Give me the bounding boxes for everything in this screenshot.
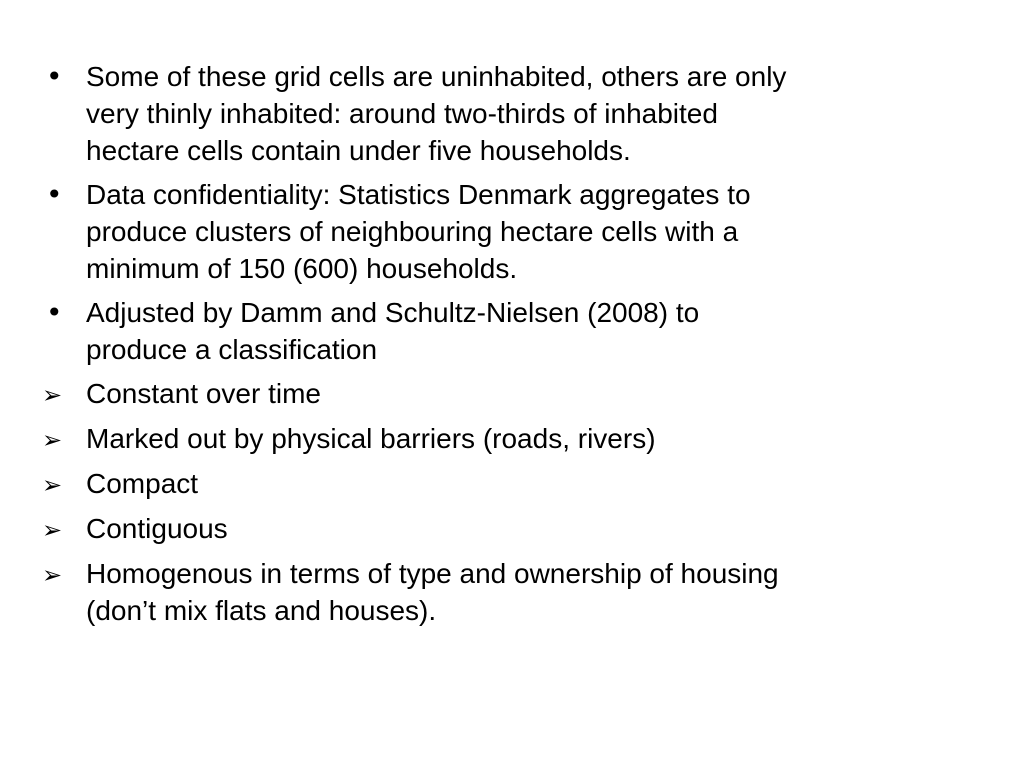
criterion-text xyxy=(86,465,982,502)
text-line: hectare cells contain under five households. xyxy=(86,135,631,166)
criterion-text xyxy=(86,375,982,412)
arrow-bullet-icon: ➢ xyxy=(42,471,63,499)
bullet-marker: • xyxy=(46,296,63,329)
bullet-item-uninhabited-cells xyxy=(42,58,982,169)
criterion-item-constant xyxy=(42,375,982,412)
text-line: Adjusted by Damm and Schultz-Nielsen (2008) to xyxy=(86,297,700,328)
criterion-item-physical-barriers xyxy=(42,420,982,457)
criterion-item-compact xyxy=(42,465,982,502)
text-line: (don’t mix flats and houses). xyxy=(86,595,437,626)
slide-body xyxy=(42,58,982,637)
text-line: Marked out by physical barriers (roads, rivers) xyxy=(86,423,656,454)
criterion-text xyxy=(86,510,982,547)
bullet-marker: • xyxy=(46,178,63,211)
bullet-marker: • xyxy=(46,60,63,93)
bullet-text xyxy=(86,176,982,287)
text-line: Compact xyxy=(86,468,199,499)
bullet-text xyxy=(86,294,982,368)
text-line: Contiguous xyxy=(86,513,228,544)
arrow-bullet-icon: ➢ xyxy=(42,561,63,589)
criterion-text xyxy=(86,555,982,629)
text-line: produce clusters of neighbouring hectare cells with a xyxy=(86,216,739,247)
text-line: Some of these grid cells are uninhabited, others are only xyxy=(86,61,787,92)
bullet-item-classification xyxy=(42,294,982,368)
arrow-bullet-icon: ➢ xyxy=(42,381,63,409)
text-line: Constant over time xyxy=(86,378,321,409)
text-line: minimum of 150 (600) households. xyxy=(86,253,518,284)
text-line: very thinly inhabited: around two-thirds of inhabited xyxy=(86,98,718,129)
criterion-text xyxy=(86,420,982,457)
text-line: produce a classification xyxy=(86,334,378,365)
arrow-bullet-icon: ➢ xyxy=(42,426,63,454)
criterion-item-contiguous xyxy=(42,510,982,547)
bullet-text xyxy=(86,58,982,169)
text-line: Data confidentiality: Statistics Denmark aggregates to xyxy=(86,179,751,210)
bullet-item-data-confidentiality xyxy=(42,176,982,287)
text-line: Homogenous in terms of type and ownership of housing xyxy=(86,558,779,589)
arrow-bullet-icon: ➢ xyxy=(42,516,63,544)
criterion-item-homogenous xyxy=(42,555,982,629)
